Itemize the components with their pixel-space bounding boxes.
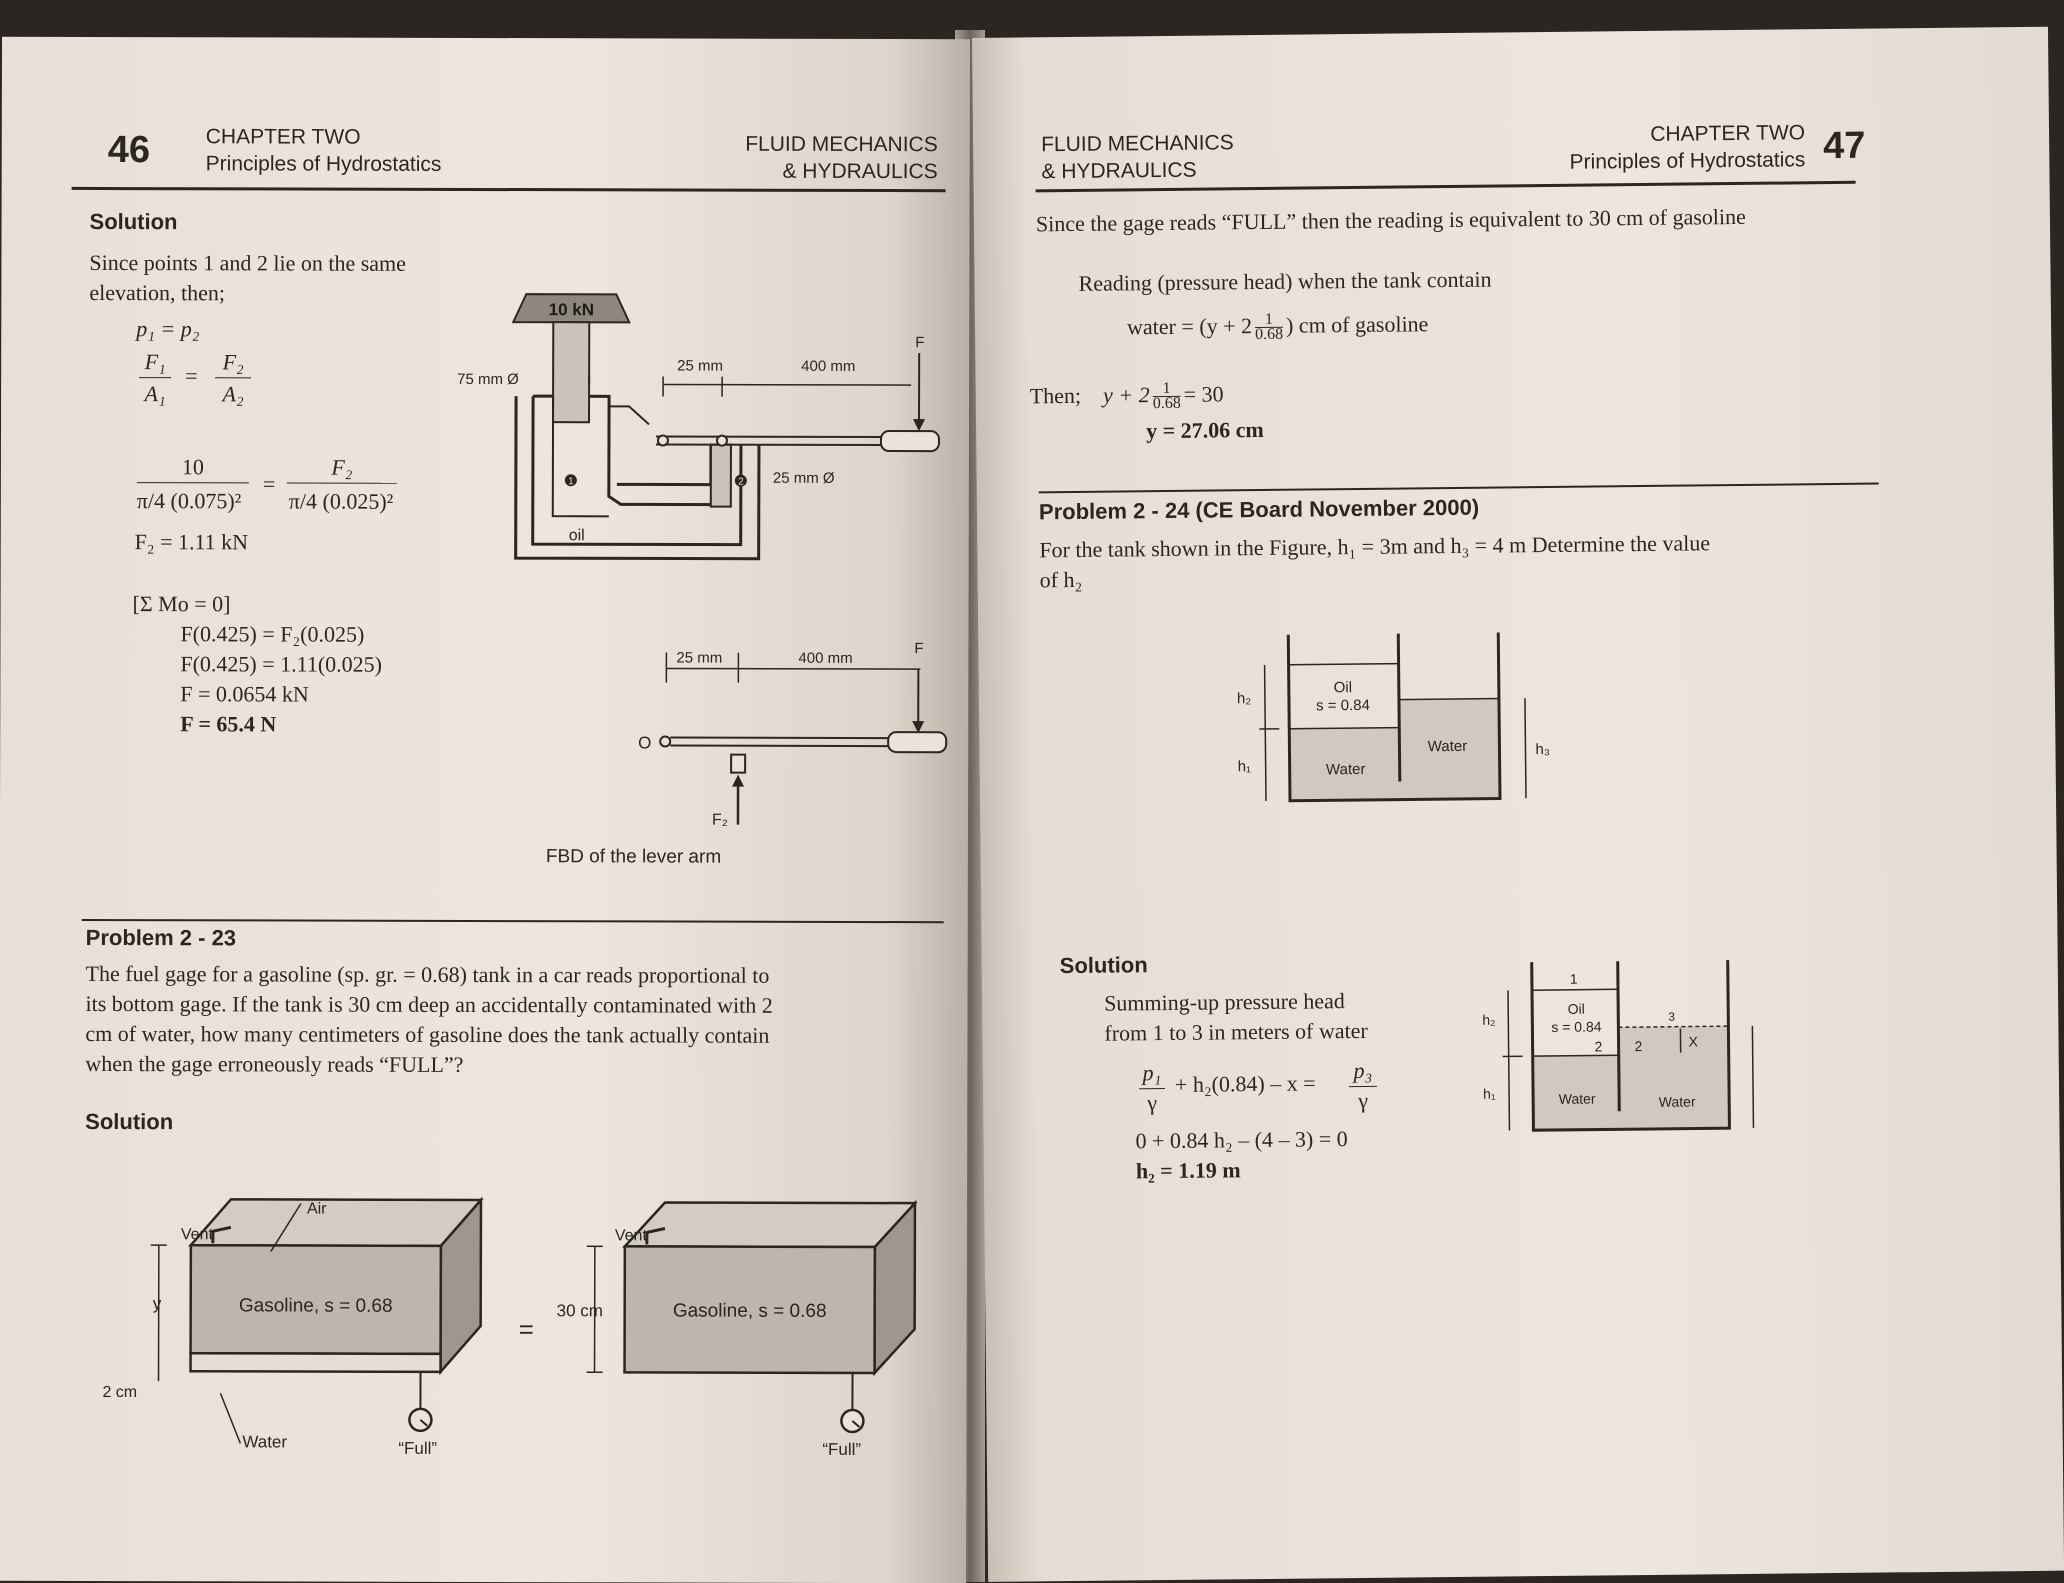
dim-25-label: 25 mm (677, 358, 723, 375)
small-diameter-label: 25 mm Ø (773, 470, 835, 487)
h3-label: h₃ (1535, 741, 1550, 758)
fbd-pivot-label: O (638, 733, 651, 752)
then-eq-suffix: = 30 (1184, 381, 1224, 406)
fbd-reaction-arrowhead (732, 775, 744, 787)
fraction (1153, 382, 1181, 411)
eq-F1: F₁ (139, 347, 171, 378)
oil-surface (1532, 989, 1618, 990)
h2-label: h₂ (1237, 690, 1252, 707)
problem-line: cm of water, how many centimeters of gasoline does the tank actually contain (85, 1019, 945, 1051)
book-title-line1: FLUID MECHANICS (1041, 129, 1234, 158)
tank-divider (1618, 961, 1620, 1111)
lever-handle (881, 431, 939, 451)
fbd-caption: FBD of the lever arm (546, 846, 721, 868)
eq-10: 10 (137, 452, 249, 483)
water-label: Water (242, 1432, 287, 1451)
gasoline-tank-figure (94, 1147, 955, 1479)
h2-label: h₂ (1482, 1012, 1495, 1028)
lever-bar-bottom (656, 444, 911, 445)
left-tank-water (191, 1353, 441, 1372)
problem-text (85, 959, 945, 1081)
fraction-den: 0.68 (1153, 397, 1181, 411)
fbd-pivot-pin (660, 736, 670, 746)
right-page (972, 27, 2064, 1582)
dim-30cm-label: 30 cm (557, 1301, 603, 1320)
large-piston (553, 322, 589, 422)
oil-label: oil (569, 527, 585, 544)
problem-line: its bottom gage. If the tank is 30 cm deep an accidentally contaminated with 2 (85, 989, 945, 1021)
force-label: F (915, 334, 924, 351)
fbd-force-label: F (914, 640, 923, 657)
book-header (745, 131, 938, 186)
problem-line: For the tank shown in the Figure, h₁ = 3m and h₃ = 4 m Determine the value (1039, 526, 1919, 565)
solution-eq-3: h₂ = 1.19 m (1136, 1155, 1241, 1186)
water-eq-suffix: ) cm of gasoline (1286, 311, 1429, 337)
y-result: y = 27.06 cm (1146, 415, 1264, 446)
book-title-line1: FLUID MECHANICS (745, 131, 938, 159)
moment-eq-4: F = 0.0654 kN (180, 679, 309, 709)
solution-line: from 1 to 3 in meters of water (1104, 1016, 1368, 1049)
point-2-label: 2 (738, 477, 744, 488)
moment-eq-2: F(0.425) = F₂(0.025) (180, 619, 364, 649)
force-arrowhead (913, 419, 925, 431)
eq-p1-p2: p₁ = p₂ (136, 314, 199, 344)
then-equation (1030, 379, 1224, 412)
dim-h3-line (1752, 1026, 1753, 1128)
page-number: 46 (108, 129, 150, 172)
fbd-figure (620, 638, 961, 919)
solution-line: Summing-up pressure head (1104, 986, 1368, 1019)
fraction-den: 0.68 (1255, 328, 1283, 342)
point-1-label: 1 (568, 476, 574, 487)
oil-sg-label: s = 0.84 (1551, 1018, 1602, 1035)
water-left-label: Water (1326, 761, 1366, 778)
chapter-subtitle: Principles of Hydrostatics (206, 150, 442, 178)
dim-h-line (1508, 990, 1509, 1130)
header-rule (72, 187, 946, 192)
eq-F2: F₂ (287, 452, 397, 483)
gage-text: Since the gage reads “FULL” then the reading is equivalent to 30 cm of gasoline (1036, 202, 1746, 239)
problem-line: of h₂ (1040, 556, 1920, 595)
tank-problem-figure (1258, 631, 1620, 875)
eq-F2-result: F₂ = 1.11 kN (135, 527, 248, 557)
piston-pin (717, 436, 727, 446)
then-eq-prefix: y + 2 (1103, 382, 1150, 407)
large-diameter-label: 75 mm Ø (457, 371, 519, 388)
h1-label: h₁ (1238, 758, 1252, 775)
fraction-num: 1 (1153, 382, 1181, 397)
fraction (1255, 313, 1283, 342)
dim-400-label: 400 mm (801, 358, 855, 375)
water-eq-prefix: water = (y + 2 (1127, 313, 1252, 339)
small-piston (711, 445, 731, 507)
solution-equation (1139, 1055, 1429, 1058)
right-full-label: “Full” (822, 1440, 861, 1459)
then-label: Then; (1030, 383, 1082, 409)
water-right-label: Water (1659, 1093, 1696, 1109)
right-vent-label: Vent (615, 1227, 648, 1244)
dim-2cm-label: 2 cm (102, 1384, 137, 1401)
oil-label: Oil (1334, 679, 1353, 696)
problem-text (1039, 526, 1920, 595)
moment-eq-3: F(0.425) = 1.11(0.025) (180, 649, 382, 680)
problem-rule (82, 919, 944, 923)
oil-surface (1289, 664, 1399, 665)
problem-rule (1039, 483, 1879, 494)
load-label: 10 kN (549, 300, 594, 319)
book-header (1041, 129, 1234, 185)
water-equation (1127, 309, 1429, 344)
problem-line: when the gage erroneously reads “FULL”? (85, 1049, 945, 1081)
eq-gamma: γ (1139, 1088, 1165, 1118)
fbd-reaction-label: F₂ (712, 812, 728, 829)
h1-label: h₁ (1483, 1086, 1496, 1102)
fbd-piston-stub (731, 755, 745, 773)
chapter-title: CHAPTER TWO (206, 123, 442, 151)
eq-gamma: γ (1349, 1086, 1377, 1116)
fraction-num: 1 (1255, 313, 1283, 328)
water-surface-right (1399, 699, 1499, 700)
water-leader (220, 1393, 240, 1443)
hydraulic-lift-figure (441, 266, 962, 577)
solution-tank-figure (1492, 959, 1814, 1172)
reading-text: Reading (pressure head) when the tank contain (1078, 265, 1491, 299)
eq-den1: π/4 (0.075)² (137, 486, 267, 516)
point-2-right-label: 2 (1635, 1038, 1643, 1054)
fbd-lever-top (670, 737, 890, 738)
fbd-handle (888, 732, 946, 752)
x-label: X (1688, 1033, 1698, 1049)
solution-heading: Solution (90, 209, 178, 235)
fbd-dim-25-label: 25 mm (676, 650, 722, 667)
oil-water-interface (1533, 1055, 1619, 1056)
point-2-left-label: 2 (1595, 1038, 1603, 1054)
point-1-label: 1 (1570, 971, 1578, 987)
right-tank-top (625, 1202, 915, 1247)
eq-mid: + h₂(0.84) – x = (1175, 1068, 1316, 1099)
dim-h-line (1265, 665, 1266, 801)
chapter-header (206, 123, 442, 178)
solution-text (89, 248, 406, 309)
solution-heading: Solution (1060, 952, 1148, 979)
eq-p1: p₁ (1139, 1058, 1165, 1089)
solution-line: elevation, then; (89, 278, 406, 309)
right-gasoline-label: Gasoline, s = 0.68 (673, 1300, 827, 1321)
eq-numeric (137, 452, 397, 453)
tank-divider (1398, 634, 1400, 782)
chapter-title: CHAPTER TWO (1353, 119, 1805, 151)
point-3-label: 3 (1668, 1010, 1675, 1024)
book-title-line2: & HYDRAULICS (745, 158, 938, 186)
eq-F2: F₂ (215, 347, 251, 378)
dim-y-label: y (153, 1294, 162, 1313)
page-number: 47 (1823, 125, 1866, 168)
u-tube-inner-2 (617, 444, 711, 484)
problem-line: The fuel gage for a gasoline (sp. gr. = 0.68) tank in a car reads proportional to (86, 959, 946, 991)
left-vent-label: Vent (181, 1226, 214, 1243)
left-gasoline-label: Gasoline, s = 0.68 (239, 1295, 393, 1316)
oil-sg-label: s = 0.84 (1316, 697, 1370, 715)
eq-den2: π/4 (0.025)² (289, 486, 419, 516)
left-full-label: “Full” (398, 1439, 437, 1458)
eq-equals: = (185, 361, 198, 391)
eq-A2: A₂ (215, 379, 251, 409)
solution-text (1104, 986, 1368, 1049)
solution-heading: Solution (85, 1109, 173, 1135)
left-tank-top (191, 1199, 481, 1246)
solution-line: Since points 1 and 2 lie on the same (89, 248, 406, 279)
chapter-subtitle: Principles of Hydrostatics (1353, 146, 1805, 178)
moment-eq-5: F = 65.4 N (180, 709, 276, 739)
problem-heading: Problem 2 - 23 (86, 925, 236, 951)
water-right-label: Water (1428, 738, 1468, 755)
pivot-pin (658, 435, 668, 445)
dim-h3-line (1525, 698, 1526, 798)
chapter-header (1353, 119, 1806, 178)
eq-p3: p₃ (1349, 1056, 1377, 1087)
eq-A1: A₁ (139, 379, 171, 409)
equals-sign: = (519, 1314, 534, 1344)
fbd-lever-bottom (670, 745, 890, 746)
lever-bar-top (656, 436, 911, 437)
problem-heading: Problem 2 - 24 (CE Board November 2000) (1039, 495, 1479, 526)
moment-eq-1: [Σ Mo = 0] (132, 589, 230, 619)
solution-eq-2: 0 + 0.84 h₂ – (4 – 3) = 0 (1135, 1124, 1347, 1156)
air-label: Air (307, 1201, 327, 1218)
book-title-line2: & HYDRAULICS (1041, 156, 1234, 185)
eq-equals: = (263, 469, 276, 499)
fbd-dim-400-label: 400 mm (798, 650, 852, 667)
left-page (0, 37, 970, 1583)
lever-link (609, 406, 649, 424)
oil-label: Oil (1568, 1001, 1585, 1017)
water-left-label: Water (1559, 1091, 1596, 1107)
